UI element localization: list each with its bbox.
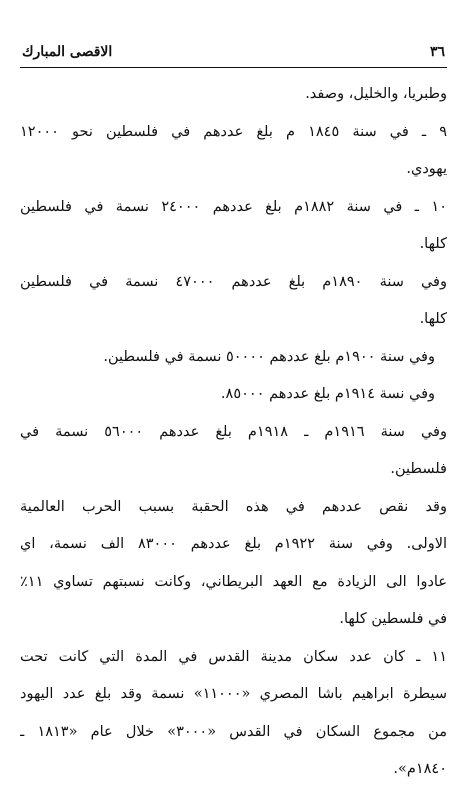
text-line: ١٠ ـ في سنة ١٨٨٢م بلغ عددهم ٢٤٠٠٠ نسمة في فلسطين (20, 198, 447, 215)
running-header (20, 44, 447, 66)
text-line: وفي سنة ١٨٩٠م بلغ عددهم ٤٧٠٠٠ نسمة في فلسطين (20, 273, 447, 290)
text-line: من مجموع السكان في القدس «٣٠٠٠» خلال عام «١٨١٣ ـ (20, 723, 447, 740)
text-line: ١١ ـ كان عدد سكان مدينة القدس في المدة التي كانت تحت (20, 648, 447, 665)
text-line: وطبريا، والخليل، وصفد. (305, 86, 447, 102)
text-line: وفي سنة ١٩٠٠م بلغ عددهم ٥٠٠٠٠ نسمة في فلسطين. (103, 348, 435, 365)
page-number: ٣٦ (429, 44, 445, 60)
text-line: الاولى. وفي سنة ١٩٢٢م بلغ عددهم ٨٣٠٠٠ الف نسمة، اي (20, 536, 447, 552)
book-page (20, 14, 447, 777)
text-line: وفي سنة ١٩١٦م ـ ١٩١٨م بلغ عددهم ٥٦٠٠٠ نسمة في (20, 423, 447, 440)
text-line: كلها. (419, 311, 447, 327)
running-header-title: الاقصى المبارك (22, 44, 113, 60)
text-line: يهودي. (406, 161, 447, 177)
text-line: وقد نقص عددهم في هذه الحقبة بسبب الحرب العالمية (20, 498, 447, 515)
text-line: في فلسطين كلها. (339, 611, 447, 627)
text-line: وفي نسة ١٩١٤م بلغ عددهم ٨٥٠٠٠. (220, 386, 435, 402)
body-text (20, 76, 447, 789)
text-line: كلها. (419, 236, 447, 252)
text-line: فلسطين. (390, 461, 447, 477)
text-line: ١٨٤٠م». (393, 761, 447, 777)
header-rule (20, 67, 447, 68)
text-line: عادوا الى الزيادة مع العهد البريطاني، وكانت نسبتهم تساوي ١١٪ (20, 573, 447, 590)
text-line: سيطرة ابراهيم باشا المصري «١١٠٠٠» نسمة وقد بلغ عدد اليهود (20, 686, 447, 702)
text-line: ٩ ـ في سنة ١٨٤٥ م بلغ عددهم في فلسطين نحو ١٢٠٠٠ (20, 123, 447, 140)
